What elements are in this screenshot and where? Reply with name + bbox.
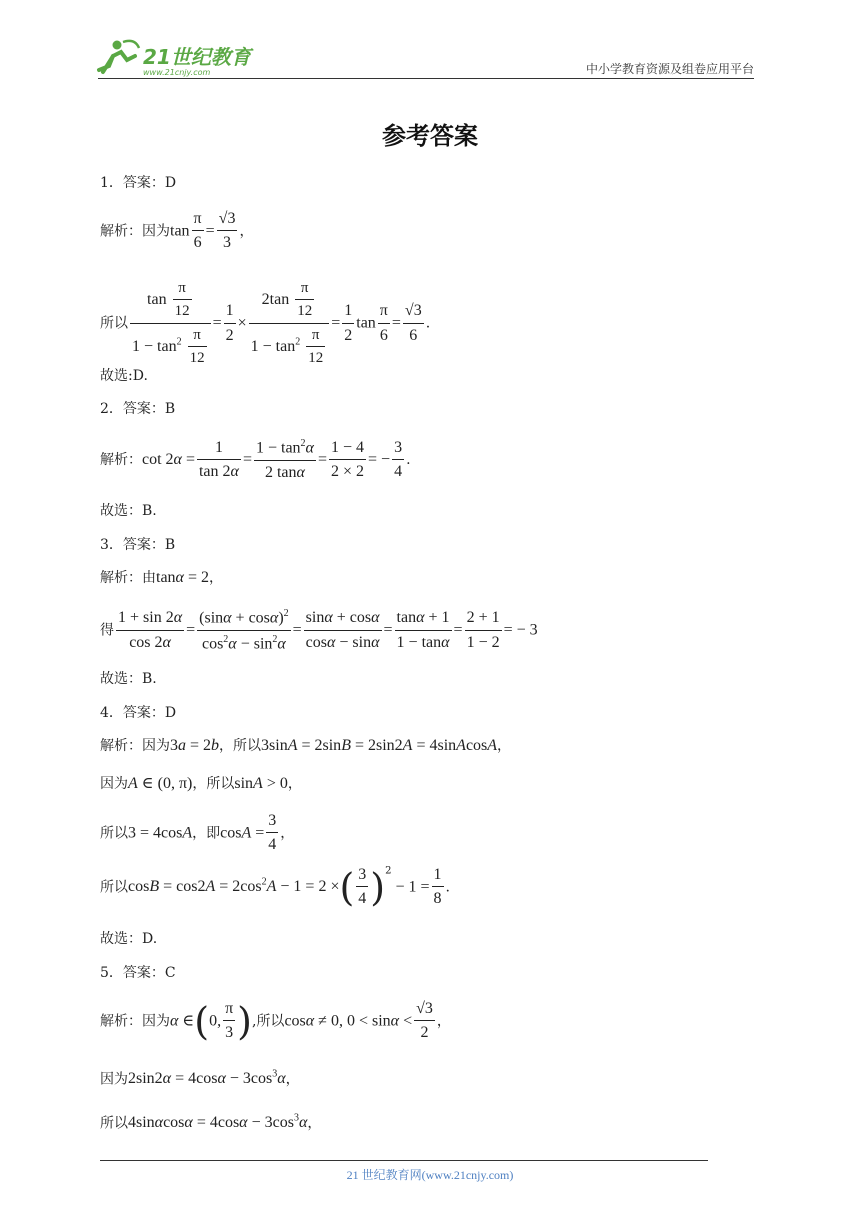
- site-name: 中小学教育资源及组卷应用平台: [585, 62, 754, 76]
- q2-answer: 2．答案：B: [100, 401, 176, 417]
- q1-conclusion: 故选:D.: [100, 368, 148, 384]
- q4-line2-label: 因为: [100, 776, 128, 792]
- q3-conclusion: 故选：B.: [100, 671, 157, 687]
- q3-answer: 3．答案：B: [100, 537, 176, 553]
- q4-line1-label: 解析：因为: [100, 738, 170, 754]
- logo-url: www.21cnjy.com: [143, 68, 211, 77]
- logo-text: 21世纪教育: [143, 45, 251, 69]
- q4-answer: 4．答案：D: [100, 705, 177, 721]
- q3-analysis: 解析：由tanα = 2，: [100, 569, 223, 586]
- q3-derivation: 得 $\frac{1 + \sin 2\alpha}{\cos 2\alpha}$ = $\frac{(\sin\alpha + \cos\alpha)^2}{\cos^2\alpha - \sin^2\alpha}$ = $\frac{\sin\alpha + \cos\alpha}{\cos\alpha - \sin\alpha}$ = $\frac{\tan\alpha + 1}{1 - \tan\alpha}$ = $\frac{2 + 1}{1 - 2}$ = − 3: [100, 608, 538, 653]
- q3-get: 得: [100, 622, 114, 639]
- q4-line2-mid: ，所以: [192, 776, 235, 792]
- page-title: 参考答案: [382, 122, 478, 150]
- q1-so: 所以: [100, 315, 128, 332]
- q2-analysis-label: 解析：: [100, 452, 142, 469]
- q1-analysis-label: 解析：因为: [100, 223, 170, 240]
- q4-line4-label: 所以: [100, 879, 128, 896]
- q4-line3-mid: ，即: [192, 825, 221, 842]
- q5-line3-label: 所以: [100, 1115, 128, 1132]
- footer-divider: [100, 1160, 708, 1161]
- q1-answer: 1．答案：D: [100, 175, 177, 191]
- q5-so: 所以: [256, 1013, 285, 1030]
- q4-line1: 解析：因为3a = 2b，所以3sinA = 2sinB = 2sin2A = 4sinAcosA，: [100, 737, 512, 754]
- q2-conclusion: 故选：B.: [100, 503, 157, 519]
- q5-analysis-label: 解析：因为: [100, 1013, 170, 1030]
- q5-analysis: 解析：因为α ∈(0, $\frac{\pi}{3}$ ),所以cosα ≠ 0, 0 < sinα < $\frac{√3}{2}$ ，: [100, 999, 451, 1044]
- q4-conclusion: 故选：D.: [100, 931, 158, 947]
- q5-line3: 所以$4\sin\alpha\cos\alpha = 4\cos\alpha - 3\cos^3\alpha$，: [100, 1113, 322, 1132]
- q2-analysis: 解析：cot 2α = $\frac{1}{\tan 2\alpha}$ = $\frac{1 - \tan^2\alpha}{2 \tan\alpha}$ = $\frac{1 - 4}{2 \times 2}$ = − $\frac{3}{4}$ .: [100, 438, 411, 481]
- site-logo: [95, 36, 260, 78]
- q4-line3-label: 所以: [100, 825, 128, 842]
- q4-line1-mid: ，所以: [219, 738, 262, 754]
- q5-line2: 因为$2\sin 2\alpha = 4\cos\alpha - 3\cos^3\alpha$，: [100, 1069, 300, 1088]
- header-divider: [98, 78, 754, 79]
- footer-text[interactable]: 21 世纪教育网(www.21cnjy.com): [346, 1168, 514, 1182]
- q4-line3: 所以3 = 4cosA，即cosA = $\frac{3}{4}$ ，: [100, 812, 295, 854]
- q5-line2-label: 因为: [100, 1071, 128, 1088]
- q4-line2: 因为A ∈ (0, π)，所以sinA > 0，: [100, 775, 302, 792]
- q1-analysis: 解析：因为tan $\frac{\pi}{6}$ = $\frac{√3}{3}$ ，: [100, 210, 254, 252]
- q4-line4: 所以$\cos B = \cos 2A = 2\cos^2A - 1 = 2$ ×( $\frac{3}{4}$ )$^2$ − 1 = $\frac{1}{8}$ .: [100, 865, 450, 910]
- q5-answer: 5．答案：C: [100, 965, 176, 981]
- q3-analysis-label: 解析：由: [100, 570, 156, 586]
- q1-derivation: 所以 tan $\frac{\pi}{12}$ $1 - \tan^2$ $\frac{\pi}{12}$ = $\frac{1}{2}$ × 2tan $\frac{\pi}{12}$ $1 - \tan^2$ $\frac{\pi}{12}$ = $\frac{1}{2}$ tan $\frac{\pi}{6}$ = $\frac{√3}{6}$ .: [100, 280, 431, 366]
